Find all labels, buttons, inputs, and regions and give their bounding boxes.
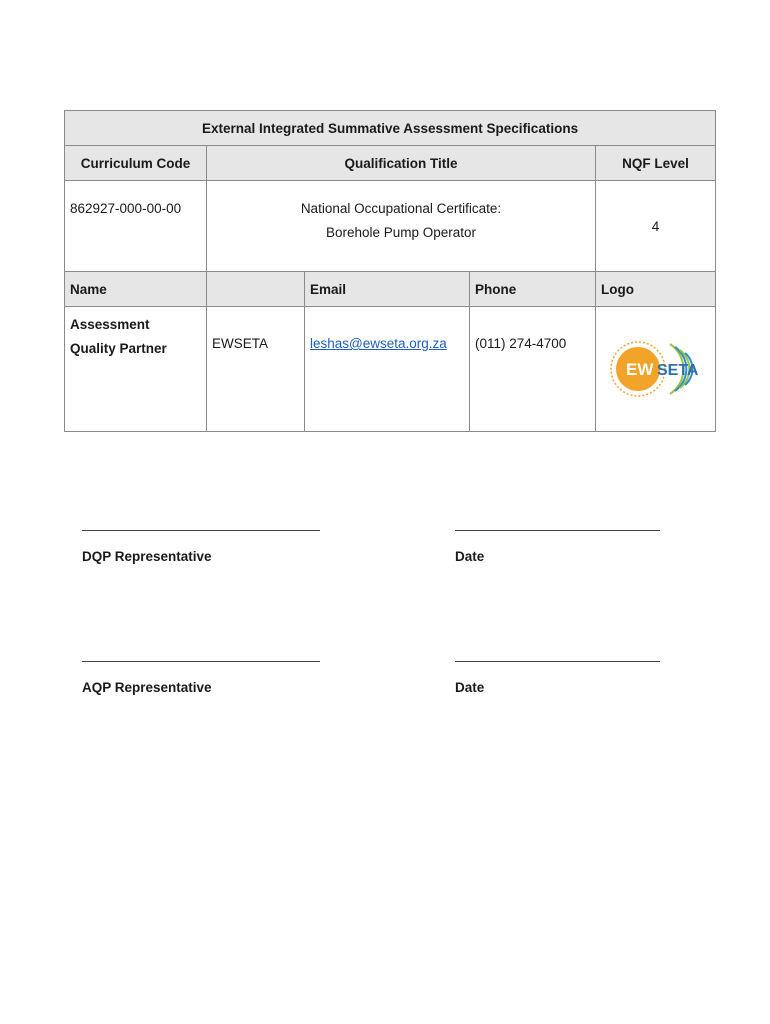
qualification-title-line1: National Occupational Certificate: <box>300 201 502 216</box>
partner-name: EWSETA <box>207 307 305 432</box>
dqp-date-label: Date <box>455 549 485 564</box>
partner-role-line1: Assessment <box>70 317 150 332</box>
dqp-date-line <box>455 530 660 531</box>
phone-header: Phone <box>470 272 596 307</box>
nqf-level-value: 4 <box>596 181 716 272</box>
partner-logo-cell <box>596 307 716 432</box>
table-title: External Integrated Summative Assessment Specifications <box>65 111 716 146</box>
blank-header <box>207 272 305 307</box>
curriculum-code-value: 862927-000-00-00 <box>65 181 207 272</box>
partner-role <box>65 307 207 432</box>
partner-email-link[interactable]: leshas@ewseta.org.za <box>310 336 447 351</box>
aqp-date-label: Date <box>455 680 485 695</box>
aqp-representative-label: AQP Representative <box>82 680 212 695</box>
partner-role-line2: Quality Partner <box>70 341 167 356</box>
ewseta-logo-icon <box>608 338 704 400</box>
qualification-title-value <box>207 181 596 272</box>
nqf-level-header: NQF Level <box>596 146 716 181</box>
aqp-signature-line <box>82 661 320 662</box>
logo-text-seta: SETA <box>656 362 698 379</box>
partner-email-cell <box>305 307 470 432</box>
logo-text-ew: EW <box>625 360 653 379</box>
qualification-title-header: Qualification Title <box>207 146 596 181</box>
name-header: Name <box>65 272 207 307</box>
curriculum-code-header: Curriculum Code <box>65 146 207 181</box>
assessment-spec-table <box>64 110 716 432</box>
qualification-title-line2: Borehole Pump Operator <box>325 225 477 240</box>
aqp-date-line <box>455 661 660 662</box>
dqp-representative-label: DQP Representative <box>82 549 212 564</box>
email-header: Email <box>305 272 470 307</box>
dqp-signature-line <box>82 530 320 531</box>
partner-phone: (011) 274-4700 <box>470 307 596 432</box>
logo-header: Logo <box>596 272 716 307</box>
